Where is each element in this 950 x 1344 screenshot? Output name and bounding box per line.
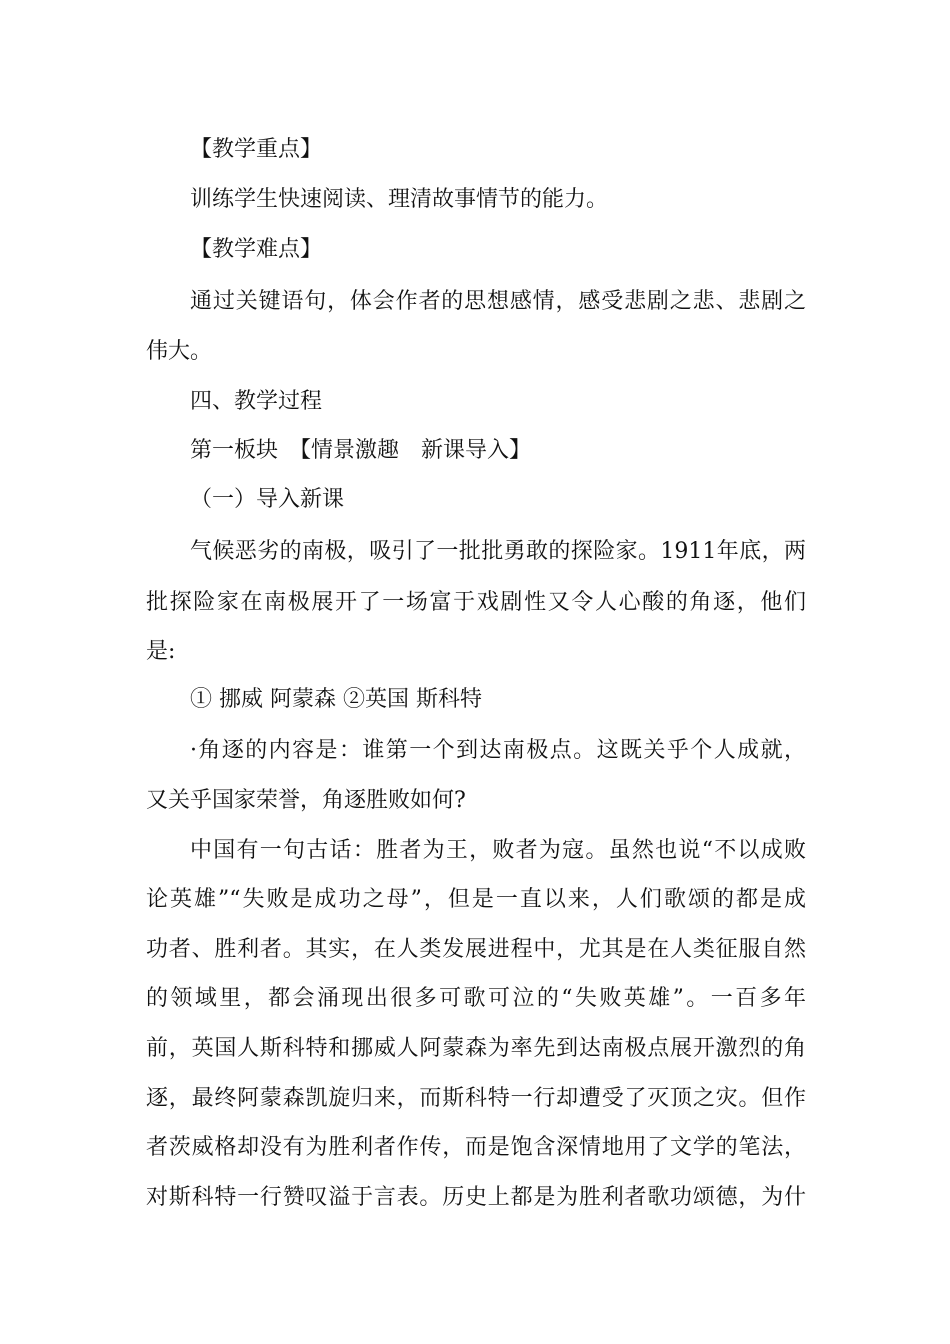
paragraph-line: 者茨威格却没有为胜利者作传，而是饱含深情地用了文学的笔法， [146,1135,806,1160]
paragraph-line: 的领域里，都会涌现出很多可歌可泣的“失败英雄”。一百多年 [146,986,806,1011]
paragraph-line: 是: [146,639,176,664]
paragraph-line: 又关乎国家荣誉，角逐胜败如何? [146,788,466,813]
paragraph-line: ·角逐的内容是：谁第一个到达南极点。这既关乎个人成就， [190,738,806,763]
section-heading-teaching-process: 四、教学过程 [190,389,323,414]
paragraph-line: 逐，最终阿蒙森凯旋归来，而斯科特一行却遭受了灭顶之灾。但作 [146,1086,806,1111]
subsection-heading-block-one: 第一板块 【情景激趣 新课导入】 [190,438,532,463]
heading-teaching-focus: 【教学重点】 [190,137,323,162]
paragraph-line: 功者、胜利者。其实，在人类发展进程中，尤其是在人类征服自然 [146,937,806,962]
paragraph-teaching-focus: 训练学生快速阅读、理清故事情节的能力。 [190,187,609,212]
list-item-explorers: ① 挪威 阿蒙森 ②英国 斯科特 [190,687,482,712]
paragraph-line: 论英雄”“失败是成功之母”，但是一直以来，人们歌颂的都是成 [146,887,806,912]
paragraph-teaching-difficulty-line: 通过关键语句，体会作者的思想感情，感受悲剧之悲、悲剧之 [190,289,806,314]
paragraph-line: 前，英国人斯科特和挪威人阿蒙森为率先到达南极点展开激烈的角 [146,1036,806,1061]
paragraph-line: 气候恶劣的南极，吸引了一批批勇敢的探险家。1911年底，两 [190,539,806,564]
paragraph-line: 中国有一句古话：胜者为王，败者为寇。虽然也说“不以成败 [190,838,806,863]
heading-teaching-difficulty: 【教学难点】 [190,237,323,262]
subsection-heading-introduction: （一）导入新课 [190,487,345,512]
paragraph-teaching-difficulty-line: 伟大。 [146,339,213,364]
paragraph-line: 对斯科特一行赞叹溢于言表。历史上都是为胜利者歌功颂德，为什 [146,1185,806,1210]
paragraph-line: 批探险家在南极展开了一场富于戏剧性又令人心酸的角逐，他们 [146,590,806,615]
